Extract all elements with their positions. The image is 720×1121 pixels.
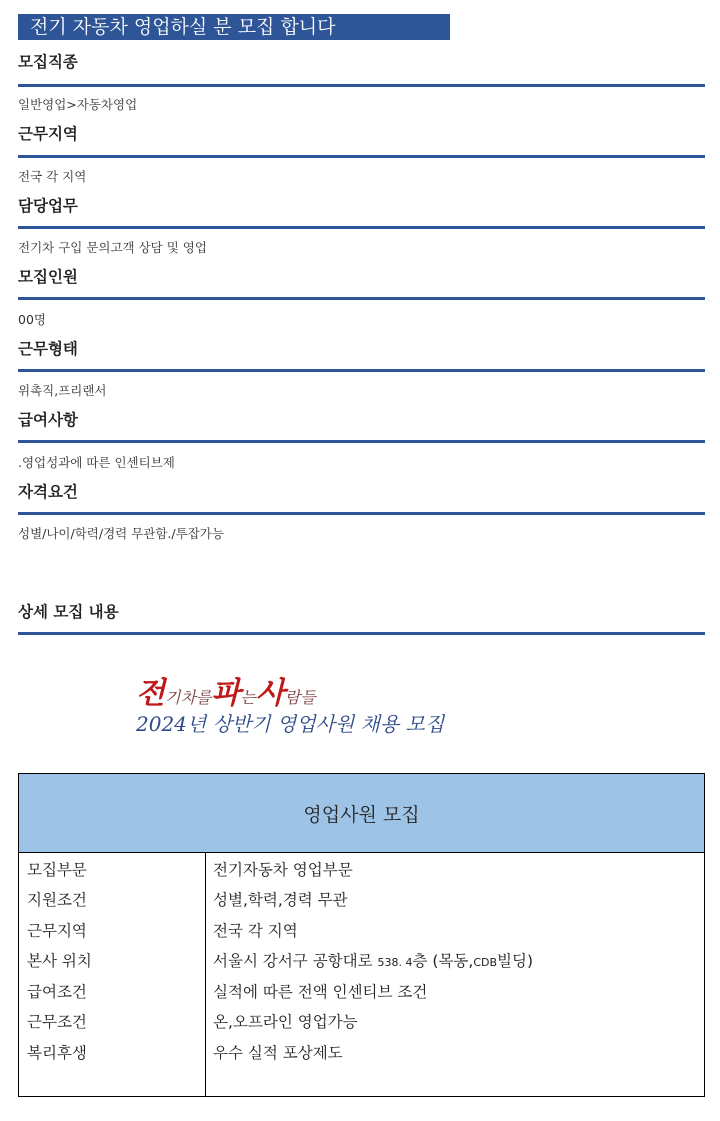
section-label-employment-type: 근무형태 — [18, 340, 78, 358]
banner-headline — [136, 668, 316, 712]
table-row-value: 전국 각 지역 — [213, 922, 298, 940]
table-row-value: 우수 실적 포상제도 — [213, 1044, 343, 1062]
table-row-value: 성별,학력,경력 무관 — [213, 891, 348, 909]
detail-heading: 상세 모집 내용 — [18, 603, 119, 621]
column-divider — [205, 853, 206, 1096]
section-label-qualifications: 자격요건 — [18, 483, 78, 501]
table-row-key: 지원조건 — [27, 891, 87, 909]
divider — [18, 440, 705, 443]
section-label-duties: 담당업무 — [18, 197, 78, 215]
divider — [18, 512, 705, 515]
table-row-value: 실적에 따른 전액 인센티브 조건 — [213, 983, 428, 1001]
banner-subtitle: 2024년 상반기 영업사원 채용 모집 — [136, 712, 445, 736]
section-value-employment-type: 위촉직,프리랜서 — [18, 383, 107, 398]
banner-word: 사 — [255, 676, 285, 711]
address-part: 서울시 강서구 공항대로 — [213, 952, 378, 970]
section-value-job-type: 일반영업>자동차영업 — [18, 97, 138, 112]
table-row-key: 근무지역 — [27, 922, 87, 940]
table-row-key: 근무조건 — [27, 1013, 87, 1031]
banner-word: 기차를 — [164, 688, 212, 707]
table-row-key: 급여조건 — [27, 983, 87, 1001]
divider — [18, 155, 705, 158]
page-title: 전기 자동차 영업하실 분 모집 합니다 — [18, 14, 450, 40]
address-part: 층 (목동, — [412, 952, 474, 970]
banner-word: 파 — [211, 676, 241, 711]
address-number: 538. 4 — [377, 956, 413, 969]
section-label-job-type: 모집직종 — [18, 53, 78, 71]
divider — [18, 632, 705, 635]
divider — [18, 297, 705, 300]
banner-word: 전 — [136, 676, 165, 711]
divider — [18, 84, 705, 87]
section-label-work-area: 근무지역 — [18, 125, 78, 143]
banner-word: 람들 — [284, 688, 316, 707]
banner-word: 는 — [240, 688, 256, 707]
table-row-value-address — [213, 949, 533, 971]
recruitment-table — [18, 773, 705, 1097]
address-part: 빌딩) — [497, 952, 534, 970]
section-value-qualifications: 성별/나이/학력/경력 무관함./투잡가능 — [18, 526, 224, 541]
table-row-key: 모집부문 — [27, 861, 87, 879]
section-value-salary: .영업성과에 따른 인센티브제 — [18, 455, 175, 470]
table-row-key: 본사 위치 — [27, 952, 92, 970]
section-label-headcount: 모집인원 — [18, 268, 78, 286]
divider — [18, 226, 705, 229]
section-value-headcount: 00명 — [18, 312, 46, 327]
section-value-work-area: 전국 각 지역 — [18, 169, 87, 184]
section-label-salary: 급여사항 — [18, 411, 78, 429]
divider — [18, 369, 705, 372]
table-header: 영업사원 모집 — [19, 774, 704, 853]
table-row-value: 온,오프라인 영업가능 — [213, 1013, 358, 1031]
table-row-key: 복리후생 — [27, 1044, 87, 1062]
address-building-code: CDB — [473, 956, 498, 969]
section-value-duties: 전기차 구입 문의고객 상담 및 영업 — [18, 240, 207, 255]
table-row-value: 전기자동차 영업부문 — [213, 861, 353, 879]
